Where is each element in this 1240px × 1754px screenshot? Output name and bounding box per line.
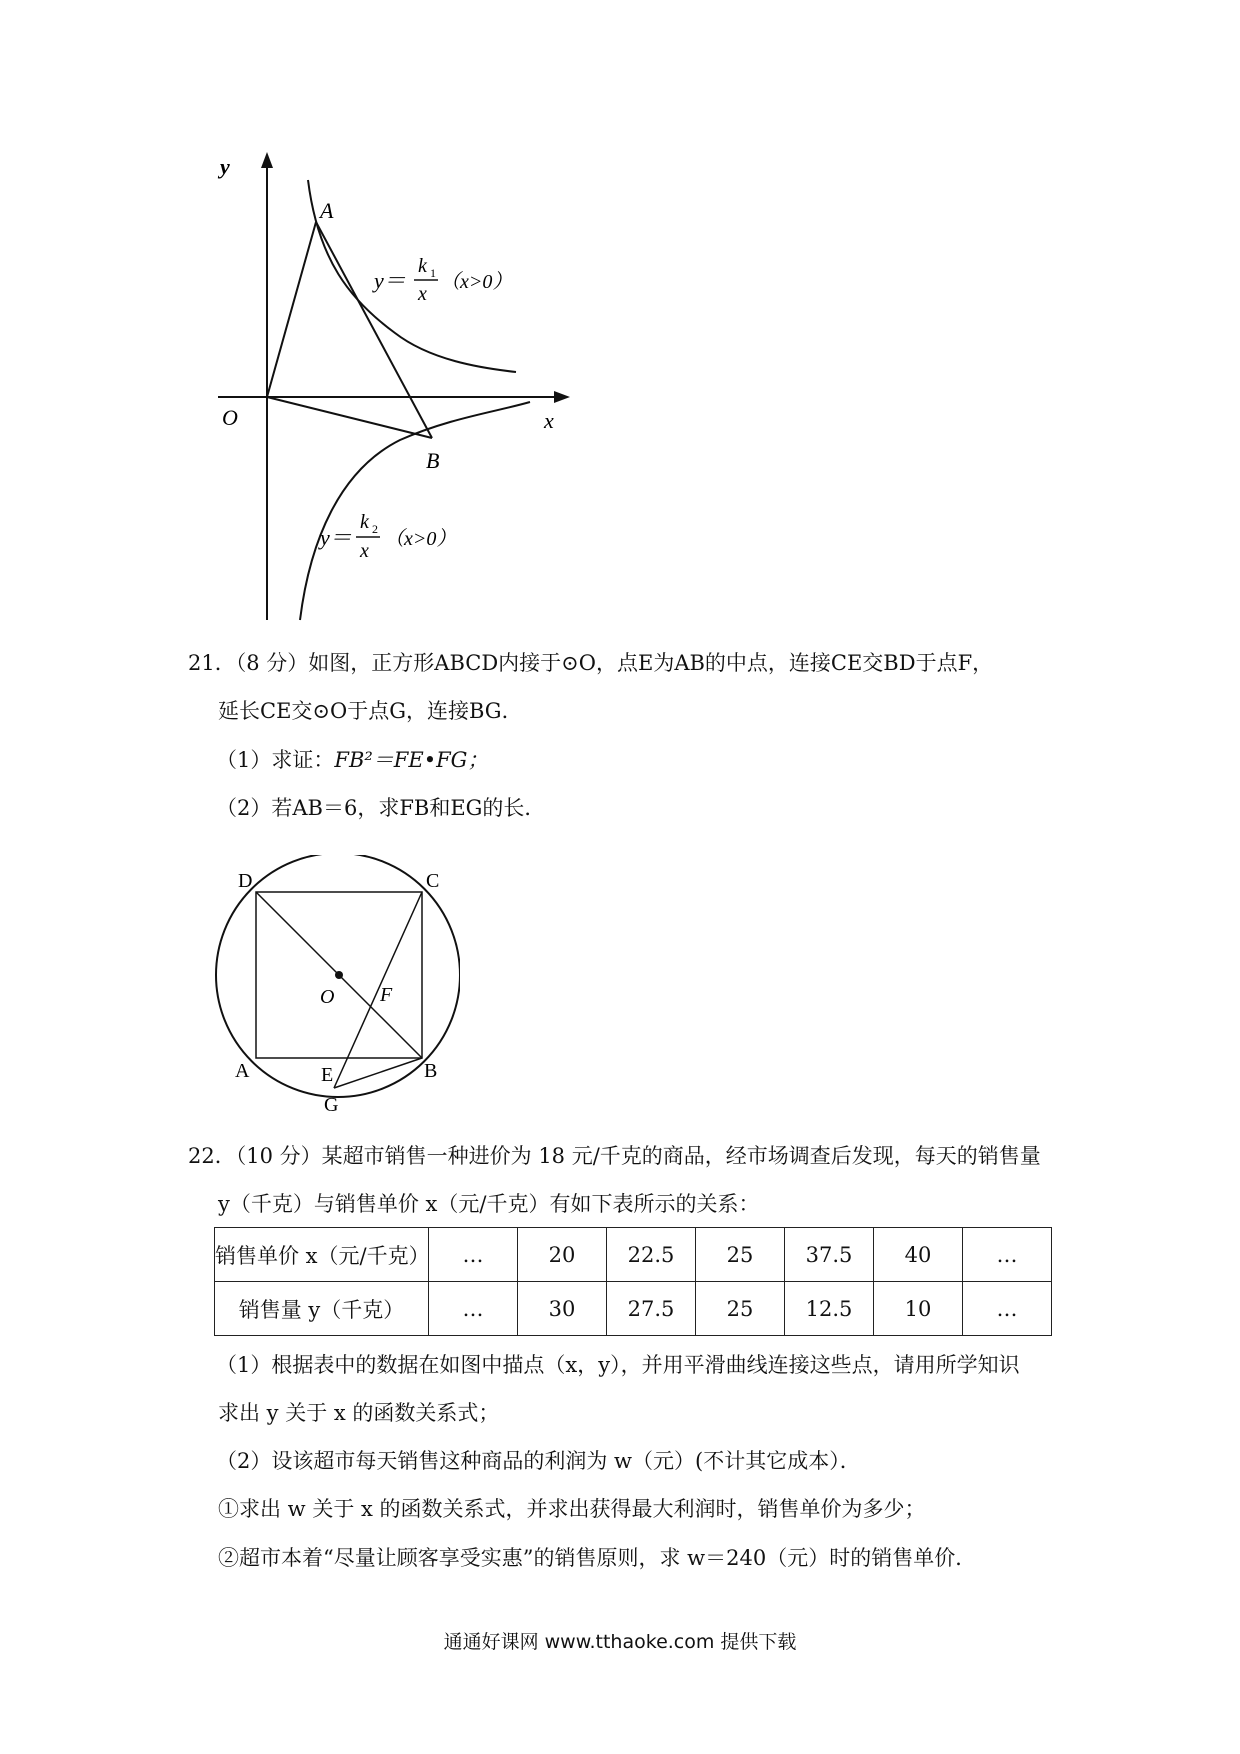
q22-part2-sub1: ①求出 w 关于 x 的函数关系式，并求出获得最大利润时，销售单价为多少；: [218, 1497, 926, 1521]
curve2-lhs: y＝: [320, 525, 352, 550]
table-cell: 12.5: [785, 1282, 874, 1336]
q22-part1-line2: 求出 y 关于 x 的函数关系式；: [218, 1401, 500, 1425]
q22-part2-sub2: ②超市本着“尽量让顾客享受实惠”的销售原则，求 w＝240（元）时的销售单价．: [218, 1546, 977, 1570]
label-D: D: [238, 870, 253, 892]
label-C: C: [426, 870, 440, 892]
curve2-equation: [318, 511, 456, 562]
curve2-condition: （x>0）: [384, 528, 457, 550]
table-cell: …: [963, 1228, 1052, 1282]
table-cell: 25: [696, 1228, 785, 1282]
q22-score: （10 分）: [235, 1144, 322, 1168]
q22-number: 22．: [188, 1144, 236, 1168]
q21-text-line2: 延长CE交⊙O于点G，连接BG．: [218, 699, 523, 723]
label-F: F: [380, 984, 393, 1006]
curve1-subscript: 1: [430, 266, 436, 280]
q21-part1-prefix: （1）求证：: [216, 748, 335, 772]
q22-line1: [188, 1141, 1041, 1171]
q22-text-line2: y（千克）与销售单价 x（元/千克）有如下表所示的关系：: [218, 1192, 760, 1216]
hyperbola-figure: [200, 150, 580, 640]
table-header-price: 销售单价 x（元/千克）: [215, 1228, 429, 1282]
table-cell: 40: [874, 1228, 963, 1282]
q22-part2: （2）设该超市每天销售这种商品的利润为 w（元）(不计其它成本）．: [216, 1449, 861, 1473]
point-b-label: B: [426, 448, 440, 473]
q21-score: （8 分）: [235, 651, 309, 675]
label-A: A: [235, 1060, 250, 1082]
table-cell: 30: [518, 1282, 607, 1336]
curve1-denominator: x: [418, 283, 427, 305]
curve2-denominator: x: [360, 540, 369, 562]
table-cell: 37.5: [785, 1228, 874, 1282]
table-cell: 20: [518, 1228, 607, 1282]
q21-part1: [216, 745, 488, 775]
curve1-lhs: y＝: [374, 268, 406, 293]
y-axis-label: y: [220, 154, 230, 179]
label-B: B: [424, 1060, 438, 1082]
curve1-equation: [372, 255, 512, 305]
table-cell: 25: [696, 1282, 785, 1336]
curve1-condition: （x>0）: [440, 271, 513, 293]
table-row-price: [215, 1228, 1052, 1282]
q21-text-line1: 如图，正方形ABCD内接于⊙O，点E为AB的中点，连接CE交BD于点F，: [308, 651, 994, 675]
footer-text: 通通好课网 www.tthaoke.com 提供下载: [443, 1631, 797, 1653]
table-cell: …: [429, 1228, 518, 1282]
label-E: E: [321, 1064, 334, 1086]
price-volume-table: [214, 1227, 1052, 1336]
table-header-volume: 销售量 y（千克）: [215, 1282, 429, 1336]
origin-label: O: [222, 405, 238, 430]
q21-number: 21．: [188, 651, 236, 675]
table-cell: 27.5: [607, 1282, 696, 1336]
q22-text-line1: 某超市销售一种进价为 18 元/千克的商品，经市场调查后发现，每天的销售量: [321, 1144, 1041, 1168]
table-cell: 22.5: [607, 1228, 696, 1282]
curve2-numerator: k: [360, 511, 369, 533]
q22-part1-line1: （1）根据表中的数据在如图中描点（x，y），并用平滑曲线连接这些点，请用所学知识: [216, 1353, 1020, 1377]
curve1-numerator: k: [418, 255, 427, 277]
q21-part1-math: FB²＝FE•FG；: [334, 748, 489, 772]
table-cell: …: [429, 1282, 518, 1336]
table-row-volume: [215, 1282, 1052, 1336]
table-cell: 10: [874, 1282, 963, 1336]
circle-square-figure: [200, 855, 460, 1115]
q21-part2: （2）若AB＝6，求FB和EG的长．: [216, 796, 546, 820]
label-G: G: [324, 1094, 339, 1115]
label-O: O: [320, 986, 335, 1008]
table-cell: …: [963, 1282, 1052, 1336]
curve2-subscript: 2: [372, 522, 378, 536]
point-a-label: A: [320, 198, 334, 223]
q21-line1: [188, 648, 993, 678]
x-axis-label: x: [544, 408, 554, 433]
